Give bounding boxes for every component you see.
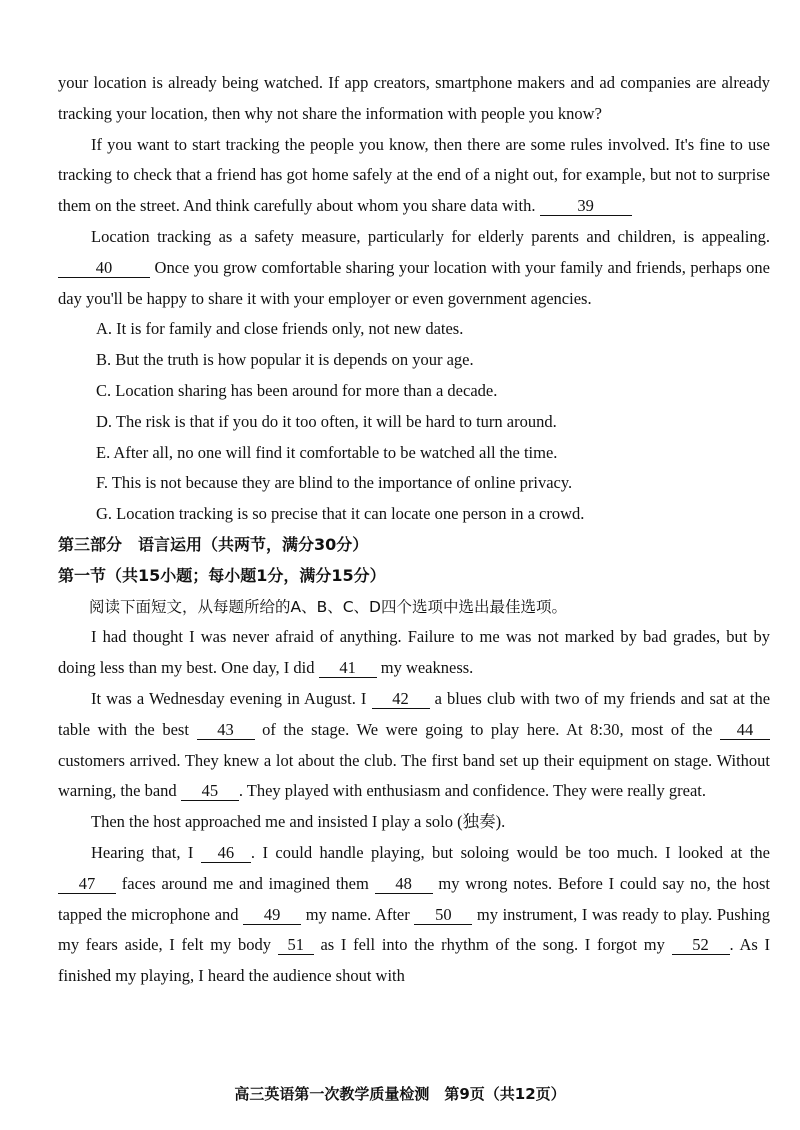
answer-blank-42[interactable]: 42	[372, 690, 430, 709]
option-list	[58, 314, 770, 530]
option-e: E. After all, no one will find it comfortable to be watched all the time.	[96, 442, 558, 462]
paragraph-text: . They played with enthusiasm and confidence. They were really great.	[238, 781, 706, 801]
paragraph-text: . As I finished my playing, I heard the audience shout with	[58, 935, 771, 986]
answer-blank-50[interactable]: 50	[414, 906, 472, 925]
option-f: F. This is not because they are blind to the importance of online privacy.	[96, 473, 573, 493]
paragraph-text: If you want to start tracking the people you know, then there are some rules involved. It's fine to use tracking to check that a friend has got home safely at the end of a night out, for example, but not to surprise them on the street. And think carefully about whom you share data with.	[58, 134, 770, 216]
option-g: G. Location tracking is so precise that it can locate one person in a crowd.	[96, 504, 585, 524]
answer-blank-46[interactable]: 46	[201, 844, 251, 863]
passage-paragraph	[58, 222, 770, 314]
answer-blank-43[interactable]: 43	[197, 721, 255, 740]
answer-blank-48[interactable]: 48	[375, 875, 433, 894]
option-c: C. Location sharing has been around for more than a decade.	[96, 380, 498, 400]
paragraph-text: Location tracking as a safety measure, particularly for elderly parents and children, is appealing.	[91, 226, 770, 246]
answer-blank-44[interactable]: 44	[720, 721, 770, 740]
passage-paragraph	[58, 130, 770, 222]
paragraph-text: Hearing that, I	[91, 842, 194, 862]
page-content	[58, 68, 770, 992]
answer-blank-52[interactable]: 52	[672, 936, 730, 955]
paragraph-text: my wrong notes. Before I could say no, the host tapped the microphone and	[58, 873, 771, 924]
answer-blank-51[interactable]: 51	[278, 936, 314, 955]
option-b: B. But the truth is how popular it is depends on your age.	[96, 350, 474, 370]
answer-blank-39[interactable]: 39	[540, 197, 632, 216]
paragraph-text: faces around me and imagined them	[121, 873, 369, 893]
cloze-paragraph	[58, 622, 770, 684]
cloze-paragraph: Then the host approached me and insisted I play a solo (独奏).	[91, 812, 506, 832]
option-d: D. The risk is that if you do it too often, it will be hard to turn around.	[96, 411, 557, 431]
answer-blank-45[interactable]: 45	[181, 782, 239, 801]
paragraph-text: my name. After	[305, 904, 410, 924]
paragraph-text: I had thought I was never afraid of anything. Failure to me was not marked by bad grades, but by doing less than my best. One day, I did	[58, 627, 770, 678]
paragraph-text: of the stage. We were going to play here. At 8:30, most of the	[262, 719, 713, 739]
option-a: A. It is for family and close friends only, not new dates.	[96, 319, 464, 339]
paragraph-text: as I fell into the rhythm of the song. I forgot my	[320, 935, 665, 955]
paragraph-text: Once you grow comfortable sharing your location with your family and friends, perhaps one day you'll be happy to share it with your employer or even government agencies.	[58, 257, 770, 308]
answer-blank-49[interactable]: 49	[243, 906, 301, 925]
instruction-text: 阅读下面短文，从每题所给的A、B、C、D四个选项中选出最佳选项。	[89, 597, 567, 616]
subsection-title: 第一节（共15小题；每小题1分，满分15分）	[58, 565, 386, 585]
answer-blank-41[interactable]: 41	[319, 659, 377, 678]
paragraph-text: my weakness.	[380, 658, 474, 678]
answer-blank-47[interactable]: 47	[58, 875, 116, 894]
section-title: 第三部分 语言运用（共两节，满分30分）	[58, 534, 369, 554]
answer-blank-40[interactable]: 40	[58, 259, 150, 278]
paragraph-text: . I could handle playing, but soloing would be too much. I looked at the	[250, 842, 770, 862]
paragraph-text: my instrument, I was ready to play. Pushing my fears aside, I felt my body	[58, 904, 771, 955]
paragraph-text: customers arrived. They knew a lot about the club. The first band set up their equipment on stage. Without warning, the band	[58, 750, 770, 801]
cloze-paragraph	[58, 838, 770, 992]
passage-paragraph: your location is already being watched. If app creators, smartphone makers and ad companies are already tracking your location, then why not share the information with people you know?	[58, 73, 770, 123]
cloze-paragraph	[58, 684, 770, 807]
page-footer: 高三英语第一次教学质量检测 第9页（共12页）	[234, 1085, 566, 1103]
paragraph-text: It was a Wednesday evening in August. I	[91, 688, 367, 708]
paragraph-text: a blues club with two of my friends and sat at the table with the best	[58, 688, 771, 739]
